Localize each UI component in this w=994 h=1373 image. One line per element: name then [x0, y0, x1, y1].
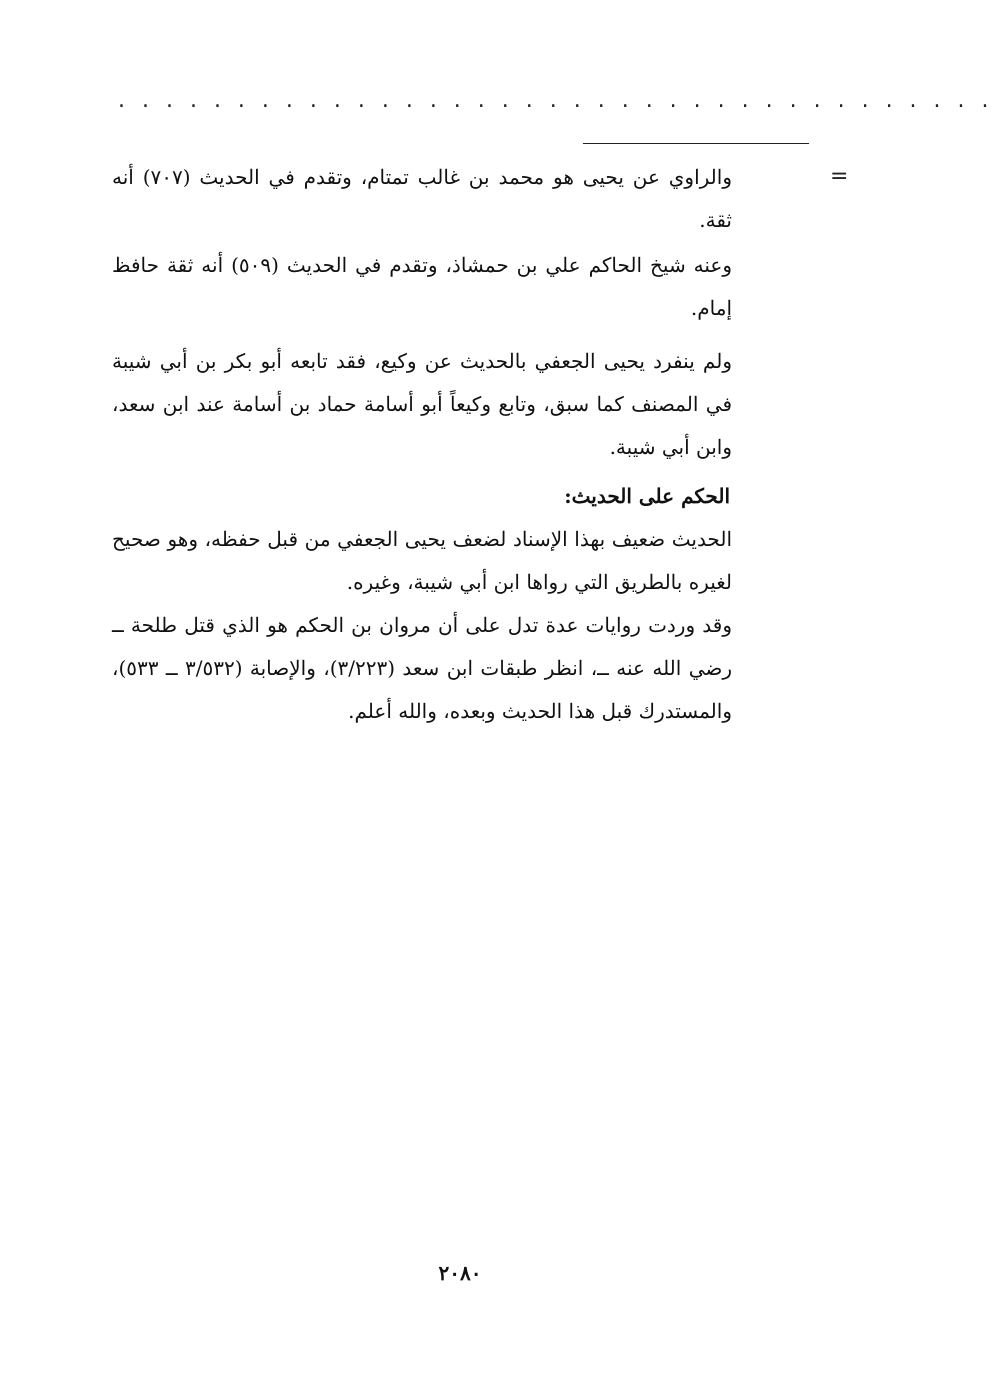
section-heading-hadith-ruling: الحكم على الحديث:	[564, 484, 730, 508]
paragraph-narrations: وقد وردت روايات عدة تدل على أن مروان بن الحكم هو الذي قتل طلحة ــ رضي الله عنه ــ، انظر طبقات ابن سعد (٣/٢٢٣)، والإصابة (٣/٥٣٢ ــ ٥٣٣)، والمستدرك قبل هذا الحديث وبعده، والله أعلم.	[112, 613, 733, 723]
paragraph-corroboration: ولم ينفرد يحيى الجعفي بالحديث عن وكيع، فقد تابعه أبو بكر بن أبي شيبة في المصنف كما سبق، وتابع وكيعاً أبو أسامة حماد بن أسامة عند ابن سعد، وابن أبي شيبة.	[112, 349, 732, 459]
page-number: ٢٠٨٠	[438, 1261, 482, 1285]
paragraph-hakim-sheikh: وعنه شيخ الحاكم علي بن حمشاذ، وتقدم في الحديث (٥٠٩) أنه ثقة حافظ إمام.	[112, 253, 733, 320]
footnote-rule	[583, 143, 809, 144]
paragraph-narrator-tamtam: والراوي عن يحيى هو محمد بن غالب تمتام، وتقدم في الحديث (٧٠٧) أنه ثقة.	[112, 165, 732, 232]
footnote-separator-dots: . . . . . . . . . . . . . . . . . . . . . . . . . . . . . . . . . . . . .	[118, 88, 994, 113]
paragraph-ruling: الحديث ضعيف بهذا الإسناد لضعف يحيى الجعفي من قبل حفظه، وهو صحيح لغيره بالطريق التي رواها ابن أبي شيبة، وغيره.	[112, 527, 732, 594]
continuation-mark: =	[830, 164, 849, 189]
